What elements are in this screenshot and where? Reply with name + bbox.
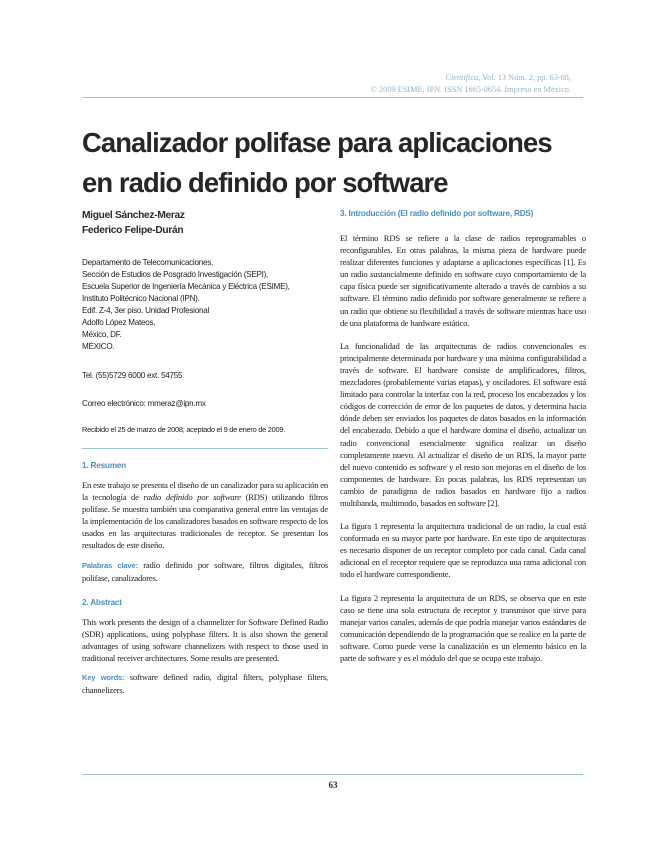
intro-paragraph: El término RDS se refiere a la clase de radios reprogramables o reconfigurables. En otras palabras, la misma pieza de hardware puede realizar diferentes funciones y adaptarse a aplicaciones específicas [1]. Es un radio sustancialmente definido en software cuyo comportamiento de la capa física puede ser significativamente alterado a través de cambios a su software. El término radio definido por software generalmente se refiere a un radio que obtiene su flexibilidad a través de software mientras hace uso de una plataforma de hardware estático. [340, 233, 586, 328]
header-rule [82, 97, 583, 98]
journal-header [371, 72, 571, 96]
section-divider [82, 448, 328, 449]
intro-heading: 3. Introducción (El radio definido por software, RDS) [340, 209, 534, 218]
right-column [340, 208, 586, 664]
journal-issue: , Vol. 13 Núm. 2, pp. 63-68, [478, 73, 571, 82]
resumen-text-part: En este trabajo se presenta el diseño de un canalizador para su aplicación en la tecnología de [82, 480, 328, 503]
affiliation-line: Instituto Politécnico Nacional (IPN). [82, 294, 200, 303]
author-2: Federico Felipe-Durán [82, 225, 184, 236]
affiliation-line: Escuela Superior de Ingeniería Mecánica y Eléctrica (ESIME), [82, 282, 290, 291]
key-words-text: software defined radio, digital filters, polyphase filters, channelizers. [82, 672, 328, 696]
journal-citation [371, 72, 571, 84]
footer-rule [82, 774, 583, 775]
abstract-heading: 2. Abstract [82, 597, 122, 607]
intro-paragraph: La figura 1 representa la arquitectura tradicional de un radio, la cual está conformada en su mayor parte por hardware. En este tipo de arquitecturas es necesario disponer de un receptor completo por cada canal. Cada canal adicional en el receptor requiere que se reproduzca una rama adicional con todo el hardware correspondiente. [340, 521, 586, 580]
resumen-text-italic: radio definido por software [143, 492, 241, 503]
resumen-text-part: (RDS) utilizando filtros polifase. Se muestra también una comparativa general entre las ventajas de la implementación de los canalizadores basados en software respecto de los usados en las arquitecturas tradicionales de receptor. Se presentan los resultados de este diseño. [82, 492, 329, 551]
palabras-clave-text: radio definido por software, filtros digitales, filtros polifase, canalizadores. [82, 559, 328, 583]
email: Correo electrónico: mmeraz@ipn.mx [82, 399, 206, 408]
received-date: Recibido el 25 de marzo de 2008; aceptado el 9 de enero de 2009. [82, 425, 286, 434]
key-words-label: Key words: [82, 673, 125, 683]
resumen-text [82, 479, 328, 552]
author-1: Miguel Sánchez-Meraz [82, 210, 185, 221]
affiliation-line: Sección de Estudios de Posgrado Investigación (SEPI), [82, 270, 269, 279]
affiliation-line: Departamento de Telecomunicaciones, [82, 258, 214, 267]
intro-paragraph: La funcionalidad de las arquitecturas de radios convencionales es principalmente determinada por hardware y una mínima configurabilidad a través de software. El hardware consiste de amplificadores, filtros, mezcladores (probablemente varias etapas), y osciladores. El software está limitado para controlar la interfaz con la red, proceso los encabezados y los códigos de corrección de error de los paquetes de datos, y determina hacia dónde deben ser enviados los paquetes de datos basados en la información del encabezado. Debido a que el hardware domina el diseño, actualizar un radio convencional esencialmente significa realizar un diseño completamente nuevo. Al actualizar el diseño de un RDS, la mayor parte del nuevo contenido es software y el resto son mejoras en el diseño de los componentes de hardware. En pocas palabras, los RDS representan un cambio de paradigma de radios basados en hardware fijo a radios multibanda, multimodo, basados en software [2]. [340, 340, 586, 508]
journal-copyright: © 2009 ESIME, IPN. ISSN 1665-0654. Impreso en México. [370, 85, 571, 94]
left-column [82, 208, 328, 696]
affiliation-line: Adolfo López Mateos, [82, 318, 156, 327]
journal-name: Científica [445, 73, 479, 82]
intro-paragraph: La figura 2 representa la arquitectura de un RDS, se observa que en este caso se tiene una sola estructura de receptor y transmisor que sirve para manejar varios canales, además de que podría manejar varios estándares de comunicación dependiendo de la programación que se realice en la parte de software. Como puede verse la canalización es un elemento básico en la parte de software y es el módulo del que se ocupa este trabajo. [340, 592, 586, 663]
affiliation [82, 257, 328, 353]
key-words [82, 671, 328, 696]
abstract-text: This work presents the design of a channelizer for Software Defined Radio (SDR) applications, using polyphase filters. It is also shown the general advantages of using software channelizers with respect to those used in traditional receiver architectures. Some results are presented. [82, 616, 328, 664]
page-number: 63 [328, 780, 338, 790]
title-line-1: Canalizador polifase para aplicaciones [82, 127, 552, 158]
paper-title [82, 123, 592, 203]
title-line-2: en radio definido por software [82, 167, 448, 198]
resumen-heading: 1. Resumen [82, 461, 126, 470]
affiliation-line: México, DF. [82, 330, 122, 339]
affiliation-line: MÉXICO. [82, 342, 115, 351]
palabras-clave-label: Palabras clave: [82, 560, 138, 570]
palabras-clave [82, 559, 328, 584]
affiliation-line: Edif. Z-4, 3er piso. Unidad Profesional [82, 306, 210, 315]
telephone: Tel. (55)5729 6000 ext. 54755 [82, 371, 183, 380]
